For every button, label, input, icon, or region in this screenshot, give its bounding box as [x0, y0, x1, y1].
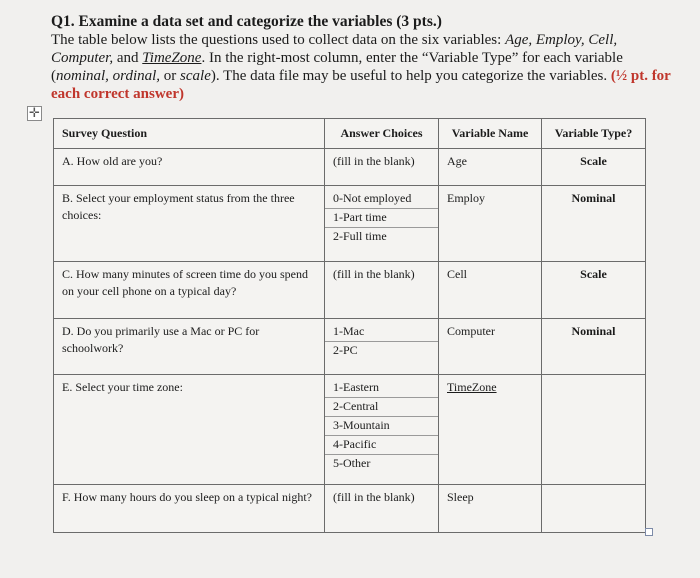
choices-cell: [325, 262, 439, 319]
points-note: (½ pt. for each correct answer): [51, 68, 671, 102]
choice-item: 2-Central: [325, 398, 438, 417]
choice-item: 3-Mountain: [325, 417, 438, 436]
variable-type-cell[interactable]: Nominal: [542, 319, 646, 375]
move-cross-icon[interactable]: ✛: [27, 106, 42, 121]
variable-type-cell[interactable]: Scale: [542, 262, 646, 319]
choices-cell: [325, 319, 439, 375]
table-row: [54, 262, 646, 319]
variable-name-cell: Computer: [439, 319, 542, 375]
table-resize-handle[interactable]: [645, 528, 653, 536]
choices-cell: [325, 375, 439, 485]
header-answer-choices: Answer Choices: [325, 119, 439, 149]
question-heading: [51, 12, 671, 103]
variable-type-cell[interactable]: [542, 485, 646, 533]
table-row: [54, 485, 646, 533]
instructions-part-4: or: [160, 68, 181, 84]
variable-name-cell: Employ: [439, 186, 542, 262]
choice-item: 4-Pacific: [325, 436, 438, 455]
survey-table: [53, 118, 646, 533]
variable-type-cell[interactable]: Nominal: [542, 186, 646, 262]
instructions-part-5: ). The data file may be useful to help you categorize the variables.: [210, 68, 611, 84]
choice-item: 1-Part time: [325, 209, 438, 228]
question-title: Q1. Examine a data set and categorize the variables (3 pts.): [51, 13, 442, 30]
choices-cell: [325, 186, 439, 262]
variable-name-cell: Age: [439, 149, 542, 186]
header-survey-question: Survey Question: [54, 119, 325, 149]
question-cell: D. Do you primarily use a Mac or PC for schoolwork?: [54, 319, 325, 375]
question-cell: B. Select your employment status from the three choices:: [54, 186, 325, 262]
question-cell: F. How many hours do you sleep on a typical night?: [54, 485, 325, 533]
timezone-word: TimeZone: [142, 50, 202, 66]
variables-list: Age, Employ, Cell, Computer,: [51, 32, 618, 66]
variable-type-cell[interactable]: Scale: [542, 149, 646, 186]
instructions-part-2: and: [113, 50, 143, 66]
choice-item: (fill in the blank): [333, 267, 415, 281]
choice-item: 5-Other: [333, 456, 371, 470]
choices-cell: [325, 149, 439, 186]
scale-word: scale: [180, 68, 211, 84]
table-row: [54, 375, 646, 485]
choice-item: 0-Not employed: [325, 190, 438, 209]
choice-item: 1-Mac: [325, 323, 438, 342]
variable-name-cell: TimeZone: [439, 375, 542, 485]
header-variable-name: Variable Name: [439, 119, 542, 149]
choice-item: 2-Full time: [333, 229, 387, 243]
variable-name-cell: Sleep: [439, 485, 542, 533]
header-variable-type: Variable Type?: [542, 119, 646, 149]
choice-item: (fill in the blank): [333, 154, 415, 168]
question-cell: A. How old are you?: [54, 149, 325, 186]
choices-cell: [325, 485, 439, 533]
table-row: [54, 149, 646, 186]
instructions-part-1: The table below lists the questions used to collect data on the six variables:: [51, 32, 506, 48]
question-instructions: [51, 31, 671, 103]
variable-name-cell: Cell: [439, 262, 542, 319]
table-header-row: [54, 119, 646, 149]
question-cell: E. Select your time zone:: [54, 375, 325, 485]
table-row: [54, 186, 646, 262]
question-cell: C. How many minutes of screen time do you spend on your cell phone on a typical day?: [54, 262, 325, 319]
choice-item: 1-Eastern: [325, 379, 438, 398]
variable-type-cell[interactable]: [542, 375, 646, 485]
types-list: nominal, ordinal,: [56, 68, 161, 84]
choice-item: 2-PC: [333, 343, 358, 357]
choice-item: (fill in the blank): [333, 490, 415, 504]
table-row: [54, 319, 646, 375]
instructions-part-3: . In the right-most column, enter the “Variable Type” for each variable (: [51, 50, 623, 84]
